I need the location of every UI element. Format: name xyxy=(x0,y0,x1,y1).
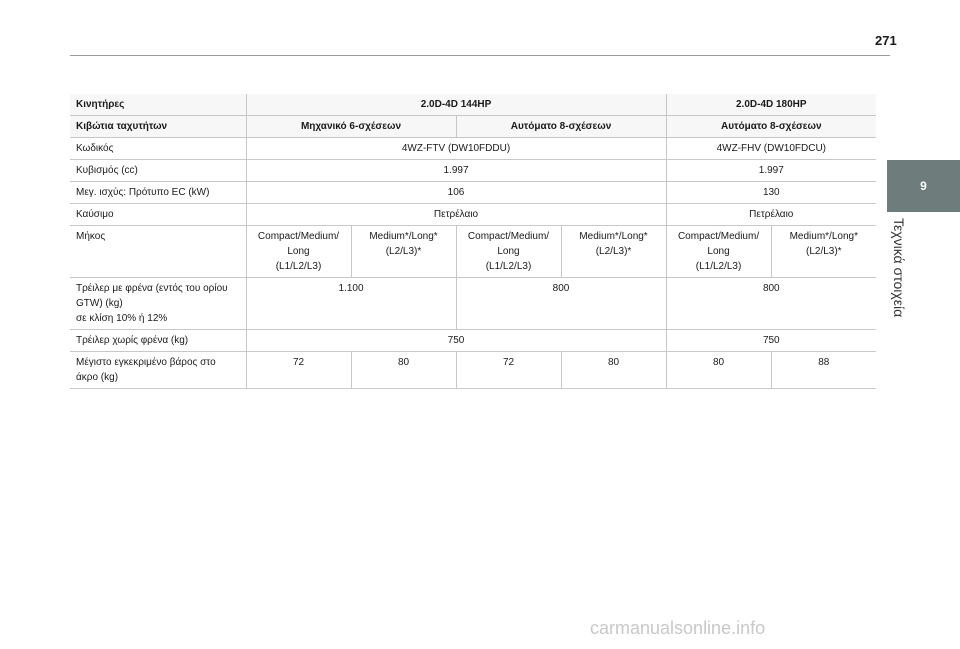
table-row-code xyxy=(70,138,876,160)
gearbox-auto-1-cell: Αυτόματο 8-σχέσεων xyxy=(456,116,666,138)
table-cell: 1.100 xyxy=(246,278,456,330)
table-cell: 72 xyxy=(456,352,561,389)
table-cell: 750 xyxy=(246,330,666,352)
table-cell: Compact/Medium/ Long (L1/L2/L3) xyxy=(246,226,351,278)
row-label: Κιβώτια ταχυτήτων xyxy=(70,116,246,138)
table-cell: 750 xyxy=(666,330,876,352)
table-cell: 88 xyxy=(771,352,876,389)
page-number: 271 xyxy=(875,33,897,48)
table-row-power xyxy=(70,182,876,204)
table-cell: 4WZ-FTV (DW10FDDU) xyxy=(246,138,666,160)
table-cell: Medium*/Long* (L2/L3)* xyxy=(351,226,456,278)
table-cell: Compact/Medium/ Long (L1/L2/L3) xyxy=(456,226,561,278)
table-cell: 80 xyxy=(351,352,456,389)
table-cell: 1.997 xyxy=(246,160,666,182)
table-row-gearbox xyxy=(70,116,876,138)
table-cell: Compact/Medium/ Long (L1/L2/L3) xyxy=(666,226,771,278)
table-cell: Medium*/Long* (L2/L3)* xyxy=(561,226,666,278)
table-row-fuel xyxy=(70,204,876,226)
table-cell: 4WZ-FHV (DW10FDCU) xyxy=(666,138,876,160)
table-row-engines xyxy=(70,94,876,116)
gearbox-auto-2-cell: Αυτόματο 8-σχέσεων xyxy=(666,116,876,138)
table-cell: 80 xyxy=(666,352,771,389)
row-label: Τρέιλερ χωρίς φρένα (kg) xyxy=(70,330,246,352)
gearbox-manual-cell: Μηχανικό 6-σχέσεων xyxy=(246,116,456,138)
row-label: Κωδικός xyxy=(70,138,246,160)
table-cell: 80 xyxy=(561,352,666,389)
table-cell: Medium*/Long* (L2/L3)* xyxy=(771,226,876,278)
row-label: Καύσιμο xyxy=(70,204,246,226)
table-cell: Πετρέλαιο xyxy=(666,204,876,226)
chapter-number: 9 xyxy=(920,179,927,193)
table-row-braked-trailer xyxy=(70,278,876,330)
header-rule xyxy=(70,55,890,56)
table-row-displacement xyxy=(70,160,876,182)
table-cell: 130 xyxy=(666,182,876,204)
engine-spec-table xyxy=(70,94,876,389)
chapter-tab[interactable] xyxy=(887,160,960,212)
engine-2-cell: 2.0D-4D 180HP xyxy=(666,94,876,116)
row-label: Κυβισμός (cc) xyxy=(70,160,246,182)
table-row-nose-weight xyxy=(70,352,876,389)
row-label: Κινητήρες xyxy=(70,94,246,116)
table-cell: 800 xyxy=(666,278,876,330)
table-cell: 72 xyxy=(246,352,351,389)
table-cell: Πετρέλαιο xyxy=(246,204,666,226)
watermark: carmanualsonline.info xyxy=(590,618,766,638)
table-cell: 106 xyxy=(246,182,666,204)
chapter-title: Τεχνικά στοιχεία xyxy=(891,218,907,318)
engine-1-cell: 2.0D-4D 144HP xyxy=(246,94,666,116)
row-label: Μήκος xyxy=(70,226,246,278)
row-label: Τρέιλερ με φρένα (εντός του ορίου GTW) (kg) σε κλίση 10% ή 12% xyxy=(70,278,246,330)
table-cell: 800 xyxy=(456,278,666,330)
row-label: Μέγιστο εγκεκριμένο βάρος στο άκρο (kg) xyxy=(70,352,246,389)
table-row-unbraked-trailer xyxy=(70,330,876,352)
row-label: Μεγ. ισχύς: Πρότυπο EC (kW) xyxy=(70,182,246,204)
table-row-length xyxy=(70,226,876,278)
table-cell: 1.997 xyxy=(666,160,876,182)
